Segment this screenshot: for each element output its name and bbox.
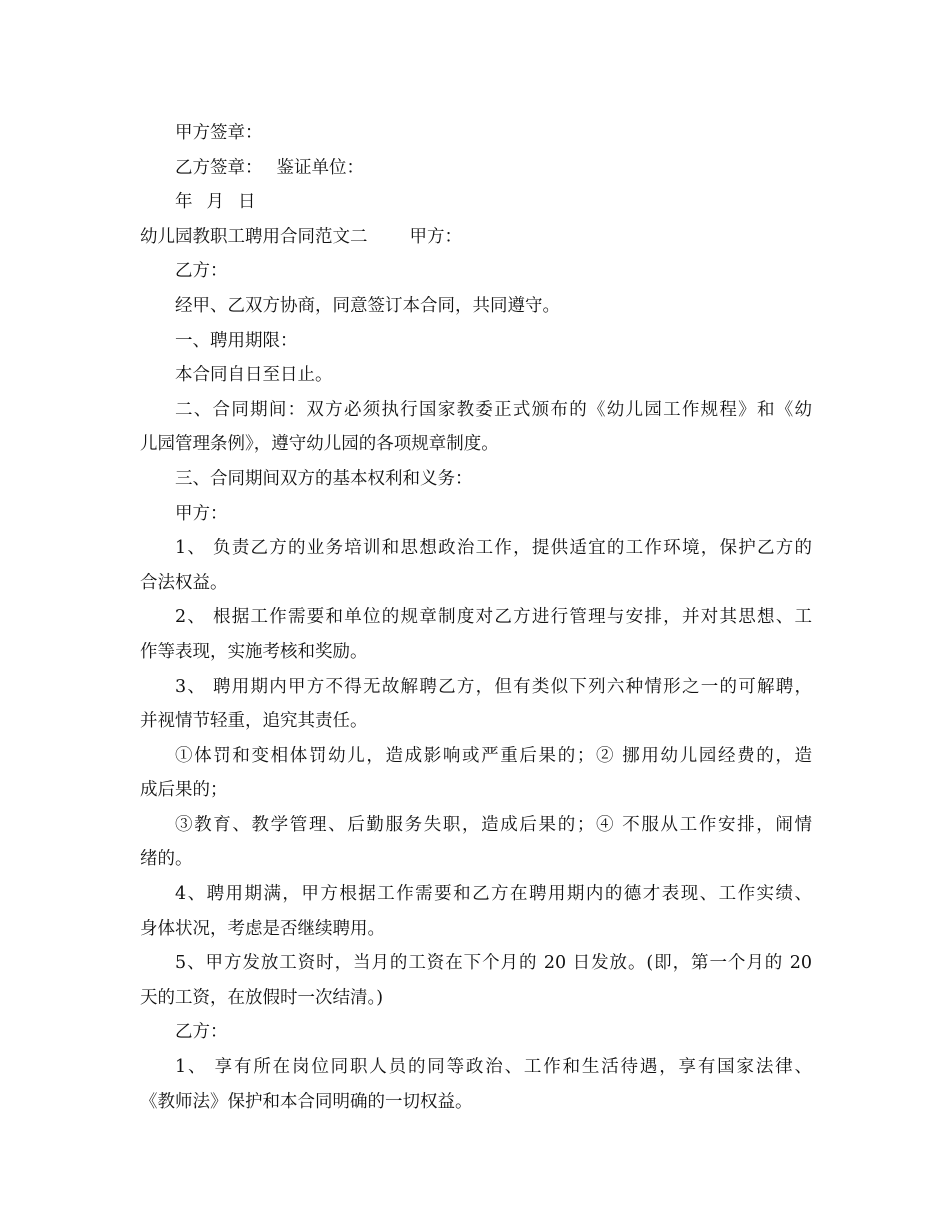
party-b-signature-label: 乙方签章： — [175, 157, 263, 178]
party-a-signature-label: 甲方签章： — [175, 123, 263, 143]
party-a-item-2-line-1: 2、 根据工作需要和单位的规章制度对乙方进行管理与安排，并对其思想、工 — [175, 607, 812, 628]
intro-paragraph: 经甲、乙双方协商，同意签订本合同，共同遵守。 — [175, 295, 560, 316]
party-b-signature-row — [140, 151, 812, 186]
dismissal-cases-3-4-line-2: 绪的。 — [140, 849, 193, 870]
month-label: 月 — [206, 192, 224, 213]
party-a-item-3-line-2: 并视情节轻重，追究其责任。 — [140, 711, 368, 732]
party-b-line: 乙方： — [175, 261, 228, 282]
section-2-line-2: 儿园管理条例》，遵守幼儿园的各项规章制度。 — [140, 434, 499, 455]
section-3-heading: 三、合同期间双方的基本权利和义务： — [175, 468, 473, 489]
year-label: 年 — [175, 192, 193, 213]
party-a-item-5-line-1: 5、甲方发放工资时，当月的工资在下个月的 20 日发放。(即，第一个月的 20 — [175, 953, 812, 974]
section-2-line-1: 二、合同期间：双方必须执行国家教委正式颁布的《幼儿园工作规程》和《幼 — [175, 399, 812, 420]
party-b-item-1-line-2: 《教师法》保护和本合同明确的一切权益。 — [140, 1091, 473, 1112]
party-a-item-2-line-2: 作等表现，实施考核和奖励。 — [140, 641, 368, 662]
day-label: 日 — [238, 192, 256, 213]
contract-page — [140, 116, 812, 1119]
dismissal-cases-3-4-line-1: ③教育、教学管理、后勤服务失职，造成后果的；④ 不服从工作安排，闹情 — [175, 814, 812, 835]
party-a-item-1-line-2: 合法权益。 — [140, 572, 228, 593]
party-a-item-1-line-1: 1、 负责乙方的业务培训和思想政治工作，提供适宜的工作环境，保护乙方的 — [175, 538, 812, 559]
party-a-signature — [140, 116, 812, 151]
verification-unit-label: 鉴证单位： — [276, 157, 364, 178]
party-a-item-4-line-1: 4、聘用期满，甲方根据工作需要和乙方在聘用期内的德才表现、工作实绩、 — [175, 884, 812, 905]
contract-title: 幼儿园教职工聘用合同范文二 — [140, 226, 368, 247]
heading-party-a: 甲方： — [409, 226, 462, 247]
party-b-label: 乙方： — [175, 1022, 228, 1043]
party-a-item-3-line-1: 3、 聘用期内甲方不得无故解聘乙方，但有类似下列六种情形之一的可解聘， — [175, 676, 812, 697]
section-1-heading: 一、聘用期限： — [175, 330, 298, 351]
date-row — [140, 185, 812, 220]
party-a-item-4-line-2: 身体状况，考虑是否继续聘用。 — [140, 918, 385, 939]
party-a-label: 甲方： — [175, 503, 228, 524]
dismissal-cases-1-2-line-1: ①体罚和变相体罚幼儿，造成影响或严重后果的；② 挪用幼儿园经费的，造 — [175, 745, 812, 766]
party-b-item-1-line-1: 1、 享有所在岗位同职人员的同等政治、工作和生活待遇，享有国家法律、 — [175, 1057, 812, 1078]
contract-heading — [140, 220, 812, 255]
party-a-item-5-line-2: 天的工资，在放假时一次结清。) — [140, 987, 384, 1008]
section-1-body: 本合同自日至日止。 — [175, 365, 333, 386]
dismissal-cases-1-2-line-2: 成后果的； — [140, 780, 228, 801]
